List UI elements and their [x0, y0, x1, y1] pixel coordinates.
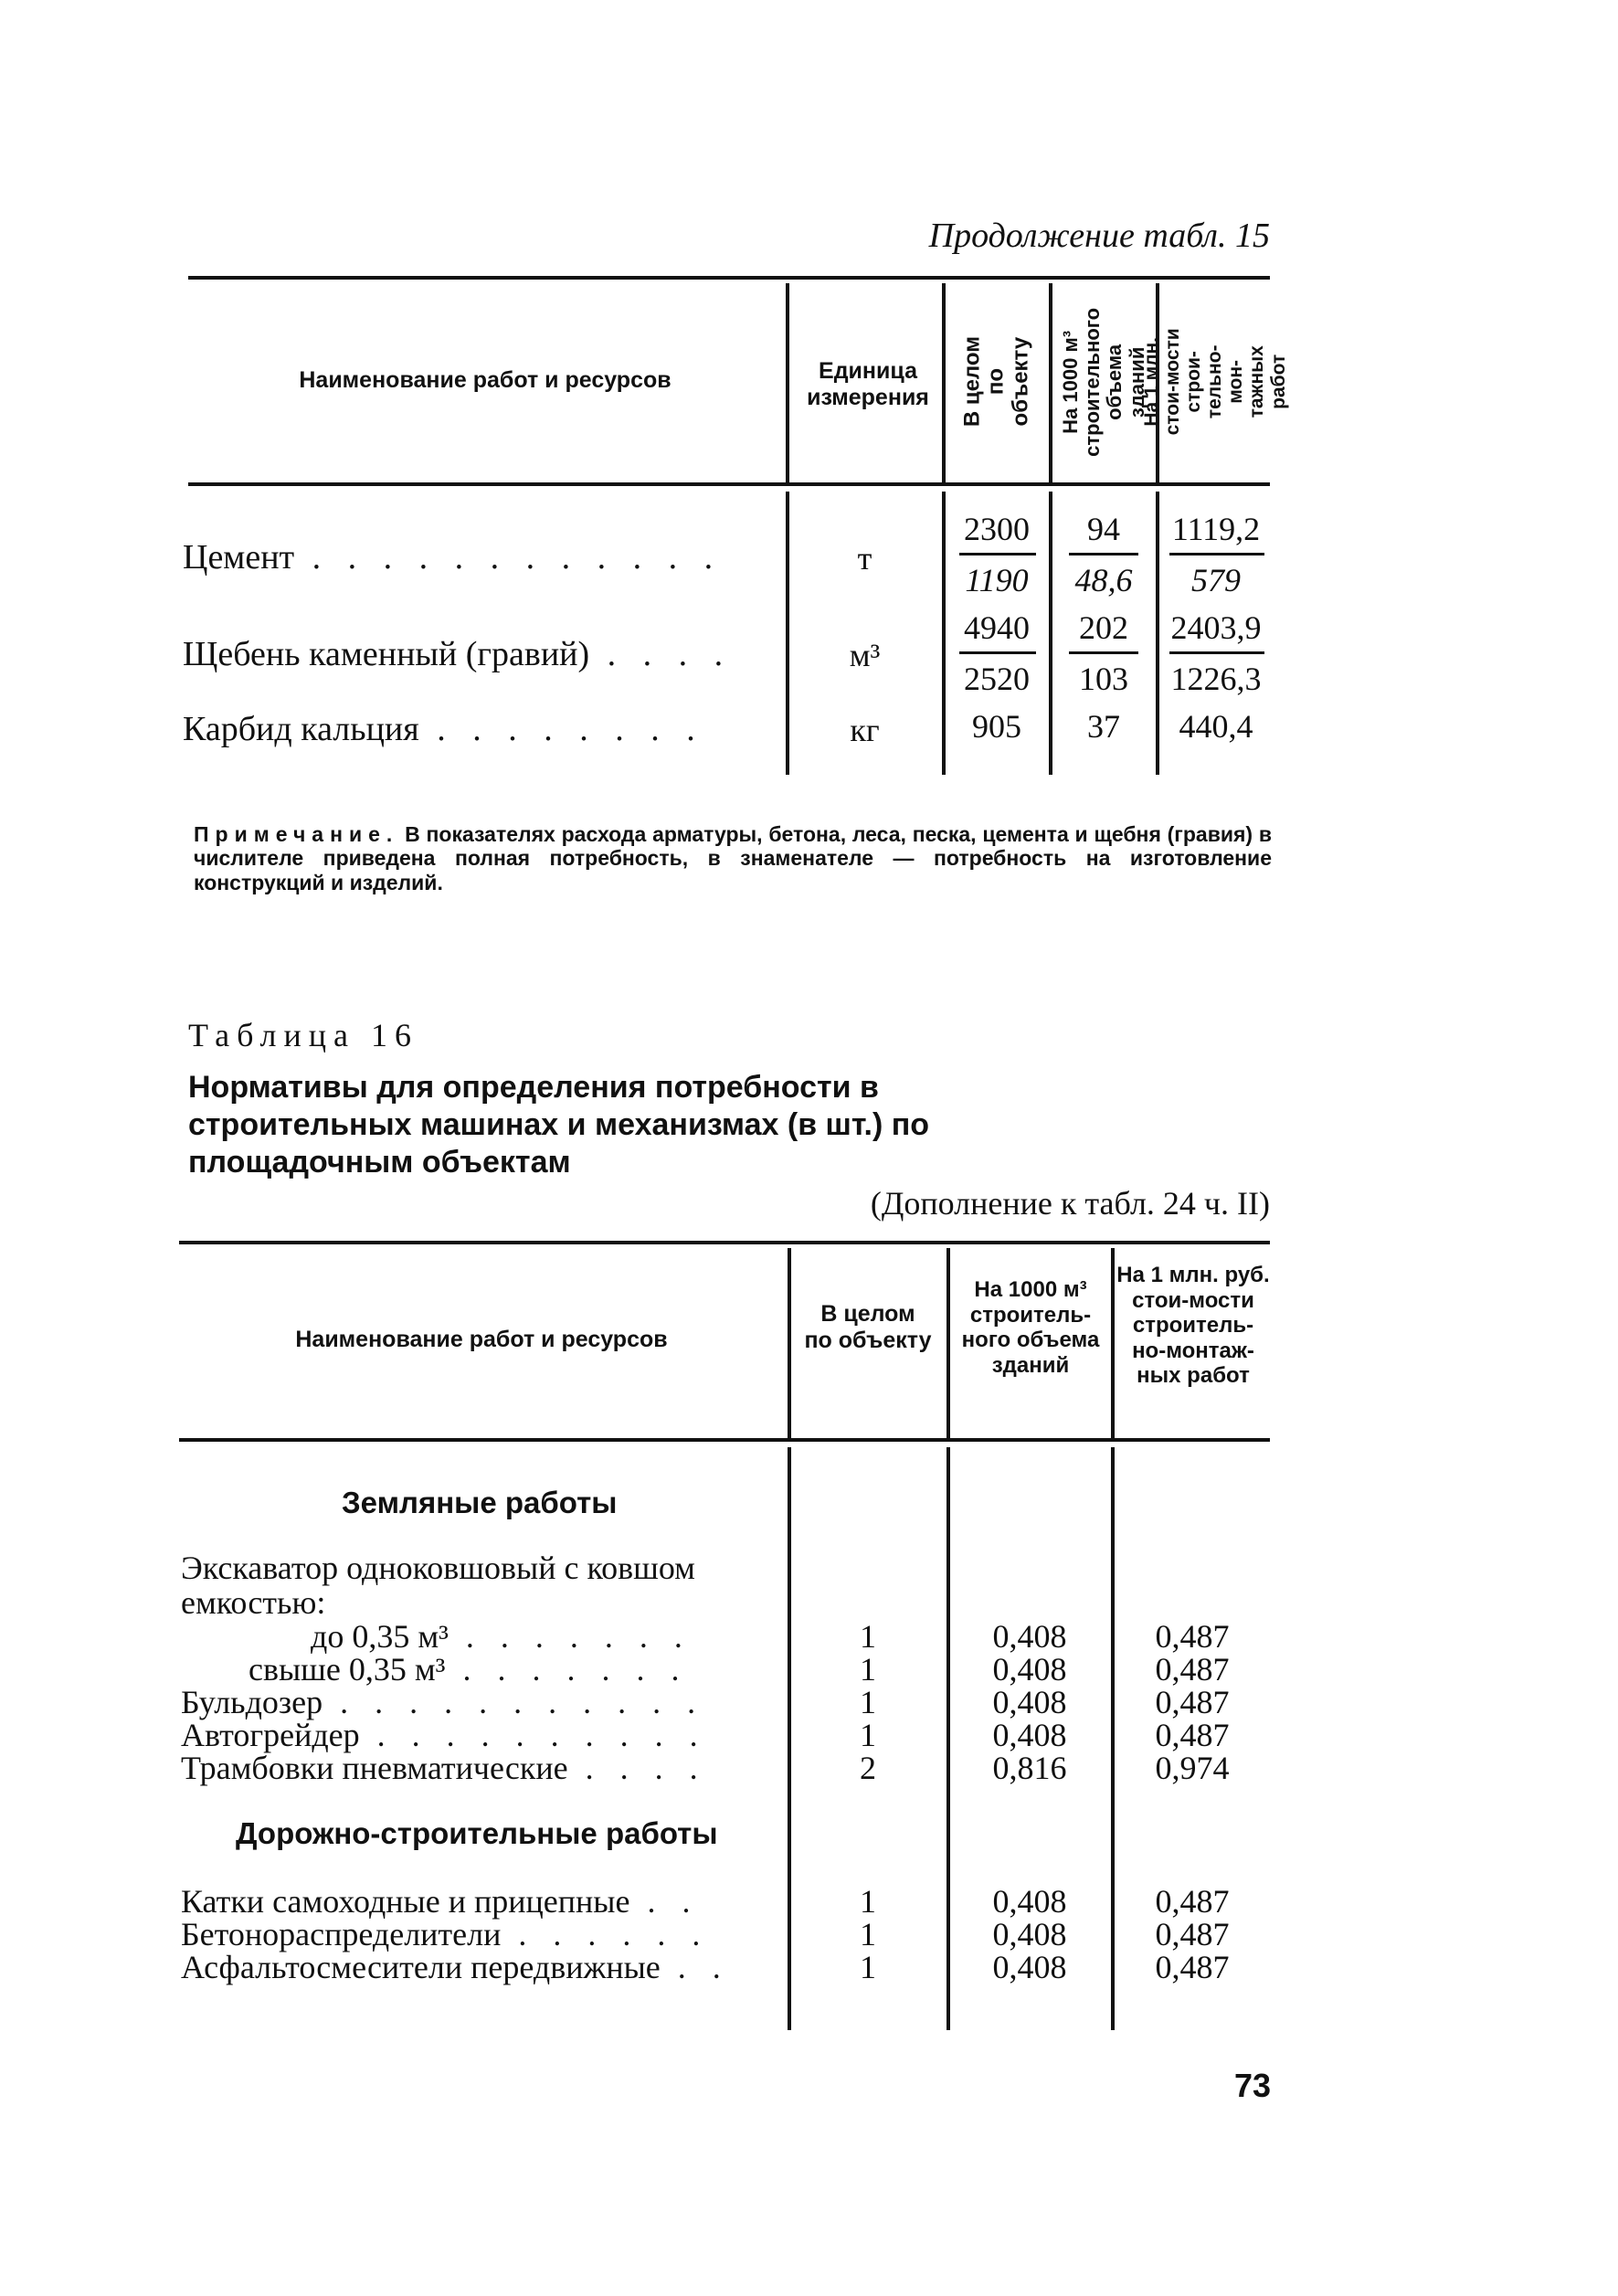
t15-cell: 2300 — [964, 511, 1030, 547]
t15-header-rule — [188, 482, 1270, 486]
t15-header-unit: Единица измерения — [807, 358, 929, 410]
t16-row-name-text: Асфальтосмесители передвижные — [181, 1949, 661, 1985]
t15-col-divider — [942, 283, 946, 482]
t16-row-name: Асфальтосмесители передвижные . . — [181, 1949, 730, 1985]
t15-fraction-bar — [959, 651, 1036, 654]
t15-cell: 103 — [1079, 661, 1128, 697]
t15-row-name: Щебень каменный (гравий) . . . . — [183, 635, 733, 673]
t15-header-per1000: На 1000 м³ строительного объема зданий — [1058, 307, 1148, 457]
t16-col-divider — [1111, 1248, 1115, 1438]
t16-header-permln: На 1 млн. руб. стои-мости строитель-но-монтаж-ных работ — [1116, 1263, 1270, 1389]
t15-row-name-text: Цемент — [183, 538, 295, 577]
t15-cell: 2520 — [964, 661, 1030, 697]
t16-cell: 0,487 — [1155, 1883, 1230, 1920]
t15-fraction-bar — [959, 553, 1036, 555]
t15-cell: 1119,2 — [1171, 511, 1261, 547]
t15-note — [194, 822, 1272, 894]
t16-cell: 1 — [860, 1651, 876, 1688]
t15-row-name-text: Карбид кальция — [183, 710, 419, 748]
t15-row-name-text: Щебень каменный (гравий) — [183, 635, 590, 673]
page-number: 73 — [1233, 2067, 1271, 2104]
t16-col-divider — [788, 1248, 791, 1438]
t15-fraction-bar — [1169, 553, 1264, 555]
t15-row-unit: м³ — [849, 637, 881, 673]
t16-row-name-text: Автогрейдер — [181, 1717, 360, 1753]
t16-col-divider — [946, 1248, 950, 1438]
t16-cell: 0,408 — [992, 1684, 1067, 1720]
t15-col-divider — [1049, 283, 1052, 482]
t16-cell: 1 — [860, 1883, 876, 1920]
t15-row-name: Карбид кальция . . . . . . . . — [183, 710, 704, 748]
t15-cell: 94 — [1087, 511, 1120, 547]
t16-cell: 0,408 — [992, 1949, 1067, 1985]
t15-row-unit: т — [857, 540, 872, 577]
t16-top-rule — [179, 1241, 1270, 1244]
t15-note-text: В показателях расхода арматуры, бетона, леса, песка, цемента и щебня (гравия) в числителе приведена полная потребность, в знаменателе — потребность на изготовление конструкций и изделий. — [194, 822, 1273, 894]
t16-row-name-text: Бетонораспределители — [181, 1916, 502, 1952]
t16-excavator-label: Экскаватор одноковшовый с ковшом емкостью: — [181, 1550, 695, 1621]
t15-cell: 905 — [972, 708, 1021, 745]
t16-cell: 0,408 — [992, 1717, 1067, 1753]
t15-top-rule — [188, 276, 1270, 280]
t15-fraction-bar — [1169, 651, 1264, 654]
t16-row-name-text: до 0,35 м³ — [311, 1618, 449, 1655]
t15-cell: 202 — [1079, 609, 1128, 646]
t16-label: Таблица 16 — [188, 1017, 418, 1053]
t15-col-divider — [786, 283, 789, 482]
t15-header-total-wrap — [946, 285, 1047, 479]
t16-header-rule — [179, 1438, 1270, 1442]
t16-section-title: Земляные работы — [342, 1486, 618, 1519]
t16-title: Нормативы для определения потребности в строительных машинах и механизмах (в шт.) по площадочным объектам — [188, 1070, 930, 1180]
t16-row-name-text: Бульдозер — [181, 1684, 323, 1720]
t15-fraction-bar — [1069, 651, 1138, 654]
t16-cell: 0,487 — [1155, 1717, 1230, 1753]
t16-cell: 0,487 — [1155, 1949, 1230, 1985]
t16-cell: 0,487 — [1155, 1684, 1230, 1720]
t15-row-unit: кг — [850, 712, 880, 748]
t16-section-title: Дорожно-строительные работы — [236, 1816, 718, 1850]
t16-cell: 0,974 — [1155, 1750, 1230, 1786]
t15-header-permln: На 1 млн. стои-мости строи-тельно-мон-тажных работ — [1141, 328, 1289, 436]
t16-cell: 0,487 — [1155, 1618, 1230, 1655]
t16-row-name: Автогрейдер . . . . . . . . . . — [181, 1717, 707, 1753]
t15-cell: 440,4 — [1179, 708, 1253, 745]
t16-cell: 1 — [860, 1618, 876, 1655]
t16-cell: 1 — [860, 1717, 876, 1753]
t15-col-divider — [1156, 492, 1159, 775]
t15-header-total: В целом по объекту — [959, 336, 1033, 428]
t16-row-name: Катки самоходные и прицепные . . — [181, 1883, 700, 1920]
t15-header-permln-wrap — [1141, 285, 1289, 479]
t16-cell: 0,408 — [992, 1651, 1067, 1688]
t15-cell: 2403,9 — [1170, 609, 1262, 646]
t15-cell: 48,6 — [1074, 562, 1133, 598]
t16-row-name: до 0,35 м³ . . . . . . . — [311, 1618, 692, 1655]
t16-cell: 0,408 — [992, 1618, 1067, 1655]
t16-cell: 0,487 — [1155, 1916, 1230, 1952]
t15-note-label: Примечание. — [194, 822, 399, 846]
t16-cell: 1 — [860, 1916, 876, 1952]
t15-col-divider — [942, 492, 946, 775]
t16-row-name: Бульдозер . . . . . . . . . . . — [181, 1684, 705, 1720]
t15-cell: 579 — [1191, 562, 1241, 598]
t16-cell: 1 — [860, 1684, 876, 1720]
continuation-title: Продолжение табл. 15 — [928, 217, 1270, 255]
t15-cell: 1226,3 — [1170, 661, 1262, 697]
t16-cell: 0,487 — [1155, 1651, 1230, 1688]
t15-fraction-bar — [1069, 553, 1138, 555]
t16-supplement: (Дополнение к табл. 24 ч. II) — [870, 1185, 1270, 1222]
t16-row-name: свыше 0,35 м³ . . . . . . . — [249, 1651, 689, 1688]
t15-row-name: Цемент . . . . . . . . . . . . — [183, 538, 723, 577]
t16-header-total: В целом по объекту — [804, 1301, 932, 1353]
t16-row-name-text: Трамбовки пневматические — [181, 1750, 568, 1786]
t16-cell: 0,408 — [992, 1916, 1067, 1952]
t16-cell: 0,408 — [992, 1883, 1067, 1920]
t16-header-name: Наименование работ и ресурсов — [295, 1327, 668, 1352]
t16-cell: 2 — [860, 1750, 876, 1786]
t15-cell: 1190 — [965, 562, 1029, 598]
t16-header-per1000: На 1000 м³ строитель-ного объема зданий — [961, 1277, 1100, 1378]
t16-cell: 0,816 — [992, 1750, 1067, 1786]
t16-cell: 1 — [860, 1949, 876, 1985]
t15-col-divider — [1049, 492, 1052, 775]
t16-row-name: Трамбовки пневматические . . . . — [181, 1750, 707, 1786]
t15-header-per1000-wrap — [1053, 285, 1154, 479]
t15-cell: 4940 — [964, 609, 1030, 646]
t16-row-name-text: Катки самоходные и прицепные — [181, 1883, 630, 1920]
t16-row-name-text: свыше 0,35 м³ — [249, 1651, 446, 1688]
t15-cell: 37 — [1087, 708, 1120, 745]
t15-header-name: Наименование работ и ресурсов — [299, 367, 672, 393]
t16-row-name: Бетонораспределители . . . . . . — [181, 1916, 710, 1952]
